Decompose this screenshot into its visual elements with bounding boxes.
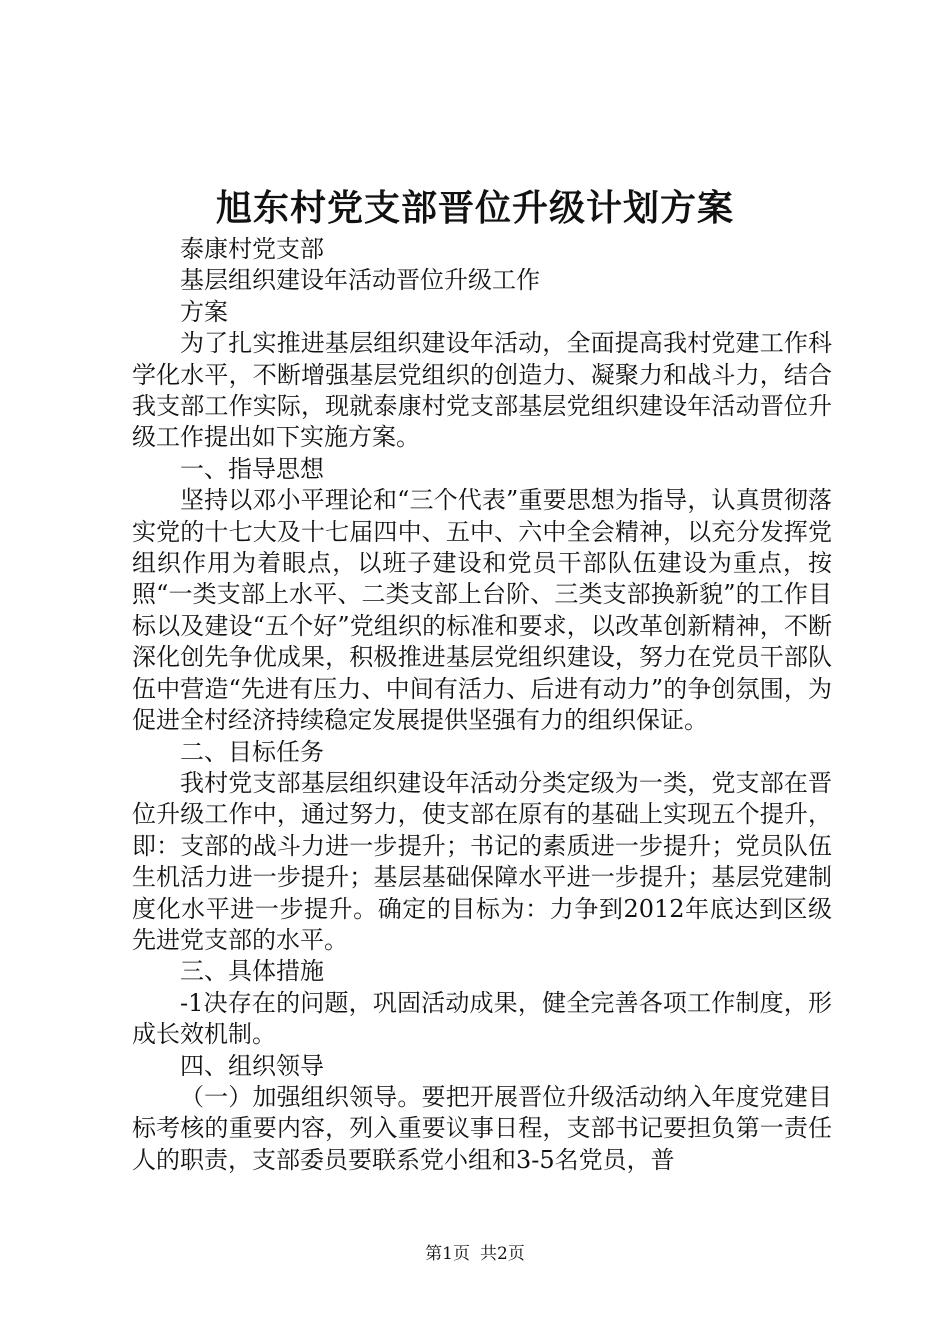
page-number: 第1页 bbox=[425, 1244, 470, 1264]
section-heading-leadership: 四、组织领导 bbox=[180, 1051, 324, 1080]
document-title: 旭东村党支部晋位升级计划方案 bbox=[215, 187, 734, 229]
paragraph-branch-name: 泰康村党支部 bbox=[180, 235, 324, 263]
paragraph-objectives: 我村党支部基层组织建设年活动分类定级为一类，党支部在晋位升级工作中，通过努力，使支部在原有的基础上实现五个提升，即：支部的战斗力进一步提升；书记的素质进一步提升；党员队伍生机活力进一步提升；基层基础保障水平进一步提升；基层党建制度化水平进一步提升。确定的目标为：力争到2012年底达到区级先进党支部的水平。 bbox=[132, 768, 832, 954]
page-footer bbox=[0, 1242, 950, 1266]
section-heading-guiding-thought: 一、指导思想 bbox=[180, 454, 324, 483]
paragraph-plan-label: 方案 bbox=[180, 297, 228, 326]
section-heading-objectives: 二、目标任务 bbox=[180, 737, 324, 766]
paragraph-intro: 为了扎实推进基层组织建设年活动，全面提高我村党建工作科学化水平，不断增强基层党组织的创造力、凝聚力和战斗力，结合我支部工作实际，现就泰康村党支部基层党组织建设年活动晋位升级工作提出如下实施方案。 bbox=[132, 329, 832, 452]
page-total: 共2页 bbox=[480, 1244, 525, 1264]
document-body bbox=[132, 234, 832, 1176]
paragraph-guiding-thought: 坚持以邓小平理论和“三个代表”重要思想为指导，认真贯彻落实党的十七大及十七届四中、五中、六中全会精神，以充分发挥党组织作用为着眼点，以班子建设和党员干部队伍建设为重点，按照“一类支部上水平、二类支部上台阶、三类支部换新貌”的工作目标以及建设“五个好”党组织的标准和要求，以改革创新精神，不断深化创先争优成果，积极推进基层党组织建设，努力在党员干部队伍中营造“先进有压力、中间有活力、后进有动力”的争创氛围，为促进全村经济持续稳定发展提供坚强有力的组织保证。 bbox=[132, 486, 832, 735]
paragraph-leadership: （一）加强组织领导。要把开展晋位升级活动纳入年度党建目标考核的重要内容，列入重要议事日程，支部书记要担负第一责任人的职责，支部委员要联系党小组和3-5名党员，普 bbox=[132, 1082, 832, 1174]
section-heading-measures: 三、具体措施 bbox=[180, 957, 324, 986]
paragraph-measures: -1决存在的问题，巩固活动成果，健全完善各项工作制度，形成长效机制。 bbox=[132, 988, 832, 1049]
paragraph-subtitle: 基层组织建设年活动晋位升级工作 bbox=[180, 266, 540, 295]
